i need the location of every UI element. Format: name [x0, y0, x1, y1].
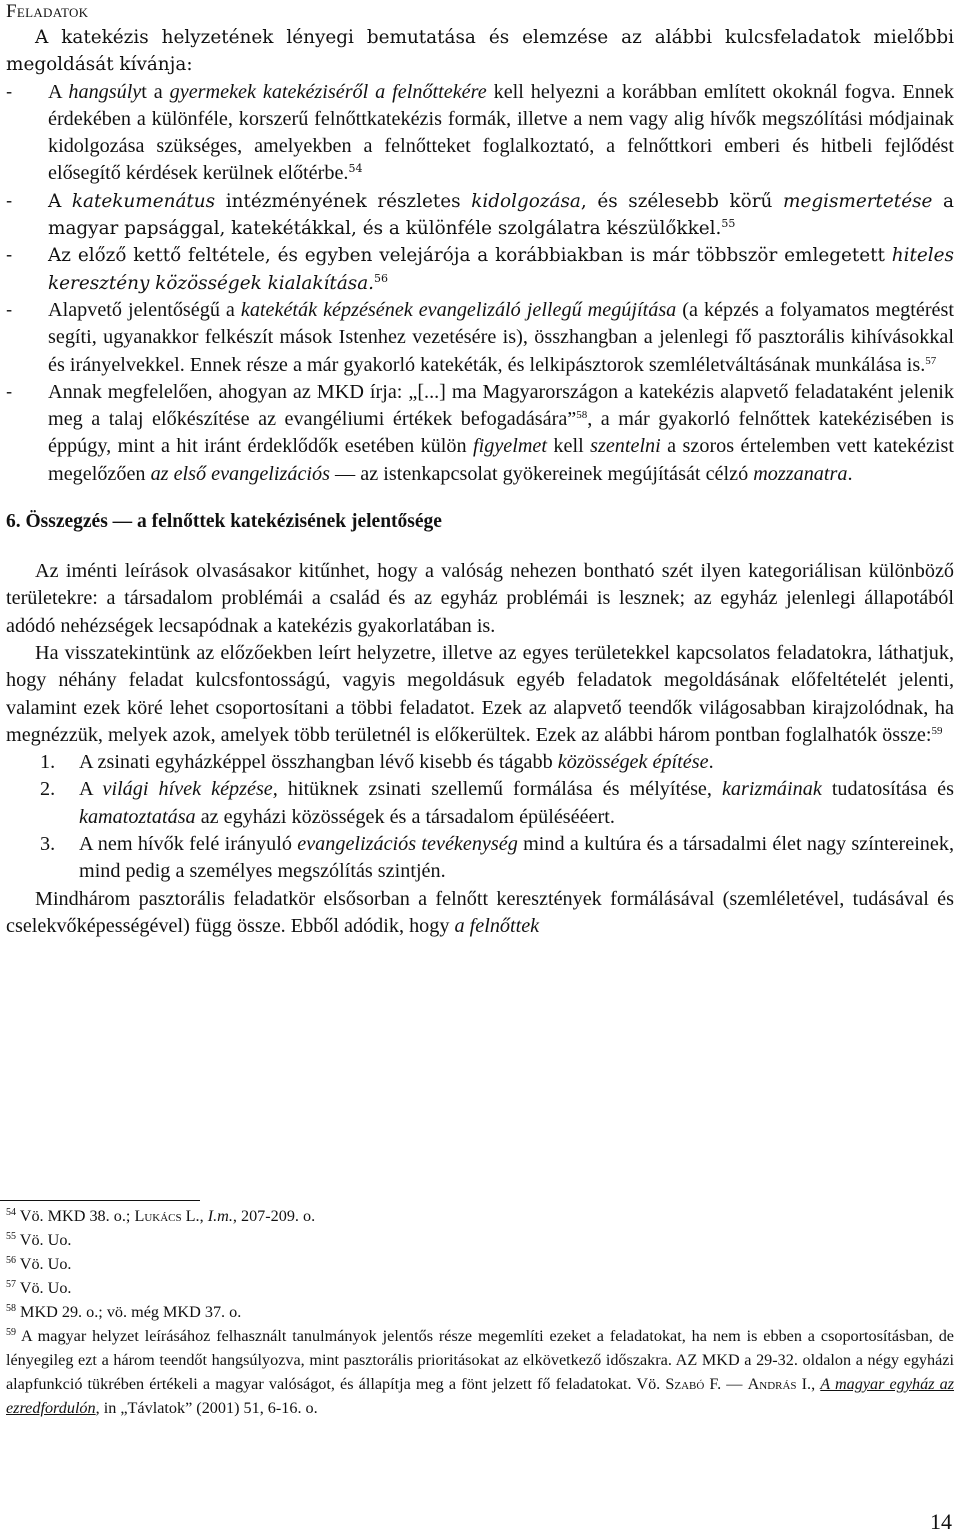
list-item: - A katekumenátus intézményének részletes kidolgozása, és szélesebb körű megismertetése a magyar papsággal, katekétákkal, és a különféle szolgálatra készülőkkel.$^{55}$ — [6, 188, 954, 243]
summary-paragraph-3: Mindhárom pasztorális feladatkör elsősorban a felnőtt keresztények formálásával (szemléletével, tudásával és cselekvőképességével) függ össze. Ebből adódik, hogy a felnőttek — [6, 887, 954, 937]
page-number: 14 — [930, 1509, 952, 1534]
list-item: - Alapvető jelentőségű a katekéták képzésének evangelizáló jellegű megújítása (a képzés a folyamatos megtérést segíti, ugyanakkor felkészít mások Istenhez vezetésére is), összhangban a jelenlegi fő pasztorális kihívásokkal és irányelvekkel. Ennek része a már gyakorló katekéták, és lelkipásztorok szemléletváltásának munkálása is.$^{57}$ — [6, 297, 954, 379]
footnote-divider — [0, 1200, 200, 1201]
numbered-item: 3. A nem hívők felé irányuló evangelizációs tevékenység mind a kultúra és a társadalmi élet nagy színtereinek, mind pedig a személyes megszólítás szintjén. — [40, 833, 954, 883]
list-dash: - — [6, 245, 13, 267]
list-item: - Annak megfelelően, ahogyan az MKD írja: „[...] ma Magyarországon a katekézis alapvető feladataként jelenik meg a talaj előkészítése az evangéliumi értékek befogadására”$^{58}$, a már gyakorló felnőttek katekézisében is éppúgy, mint a hit iránt érdeklődők esetében külön figyelmet kell szentelni a szoros értelemben vett katekézist megelőzően az első evangelizációs — az istenkapcsolat gyökereinek megújítását célzó mozzanatra. — [6, 379, 954, 488]
list-item: - A hangsúlyt a gyermekek katekéziséről a felnőttekére kell helyezni a korábban említett okoknál fogva. Ennek érdekében a különféle, korszerű felnőttkatekézis formák, illetve a nem vagy alig hívők megszólítási módjainak kidolgozása szükséges, amelyekben a felnőtteket foglalkoztató, a felnőttkori emberi és hitbeli fejlődést elősegítő kérdések kerülnek előtérbe.$^{54}$ — [6, 79, 954, 188]
intro-paragraph: A katekézis helyzetének lényegi bemutatása és elemzése az alábbi kulcsfeladatok mielőbbi megoldását kívánja: — [6, 27, 954, 76]
footnote-ref[interactable]: 56 — [374, 271, 389, 285]
summary-paragraph-1: Az iménti leírások olvasásakor kitűnhet, hogy a valóság nehezen bontható szét ilyen kategoriálisan különböző területekre: a társadalom problémái a család és az egyház problémái is lesznek; az egyház jelenlegi állapotából adódó nehézségek lecsapódnak a katekézis gyakorlatában is. — [6, 560, 954, 637]
footnotes — [6, 1204, 954, 1420]
section-title: 6. Összegzés — a felnőttek katekézisének jelentősége — [6, 511, 442, 533]
list-dash: - — [6, 381, 13, 403]
footnote-ref[interactable]: 55 — [721, 217, 736, 231]
footnote-ref[interactable]: 59 — [931, 724, 943, 737]
footnote-57: $^{57}$ Vö. Uo. — [6, 1279, 72, 1297]
footnote-ref[interactable]: 58 — [576, 409, 588, 422]
list-dash: - — [6, 190, 13, 212]
list-item: - Az előző kettő feltétele, és egyben velejárója a korábbiakban is már többször emlegetett hiteles keresztény közösségek kialakítása.$^{56}$ — [6, 242, 954, 297]
list-dash: - — [6, 299, 13, 321]
footnote-54: $^{54}$ Vö. MKD 38. o.; Lukács L., I.m., 207-209. o. — [6, 1207, 316, 1225]
footnote-ref[interactable]: 54 — [348, 162, 363, 176]
numbered-item: 2. A világi hívek képzése, hitüknek zsinati szellemű formálása és mélyítése, karizmáinak tudatosítása és kamatoztatása az egyházi közösségek és a társadalom épülésééert. — [40, 778, 954, 828]
document-page — [6, 0, 954, 940]
section-label: Feladatok — [6, 1, 89, 22]
footnote-ref[interactable]: 57 — [925, 354, 937, 367]
footnote-56: $^{56}$ Vö. Uo. — [6, 1255, 72, 1273]
list-dash: - — [6, 81, 13, 103]
footnote-58: $^{58}$ MKD 29. o.; vö. még MKD 37. o. — [6, 1303, 242, 1321]
summary-paragraph-2: Ha visszatekintünk az előzőekben leírt helyzetre, illetve az egyes területekkel kapcsolatos feladatokra, láthatjuk, hogy néhány feladat kulcsfontosságú, vagyis megoldásuk egyéb feladatok megoldásának előfeltételét jelenti, valamint ezek köré lehet csoportosítani a többi feladatot. Ezek az alapvető teendők világosabban kirajzolódnak, ha megnézzük, melyek azok, amelyek több területnél is előkerültek. Ezek az alábbi három pontban foglalhatók össze:$^{59}$ — [6, 641, 954, 746]
footnote-55: $^{55}$ Vö. Uo. — [6, 1231, 72, 1249]
numbered-item: 1. A zsinati egyházképpel összhangban lévő kisebb és tágabb közösségek építése. — [40, 751, 714, 774]
footnote-59: $^{59}$ A magyar helyzet leírásához felhasznált tanulmányok jelentős része megemlíti ezeket a feladatokat, ha nem is ebben a csoportosításban, de lényegileg ezt a három teendőt hangsúlyozva, mint pasztorális prioritásokat az elkövetkező időszakra. AZ MKD a 29-32. oldalon a négy egyházi alapfunkció tükrében értékeli a magyar valóságot, és állapítja meg a fönt jelzett fő feladatokat. Vö. Szabó F. — András I., A magyar egyház az ezredfordulón, in „Távlatok” (2001) 51, 6-16. o. — [6, 1327, 955, 1417]
